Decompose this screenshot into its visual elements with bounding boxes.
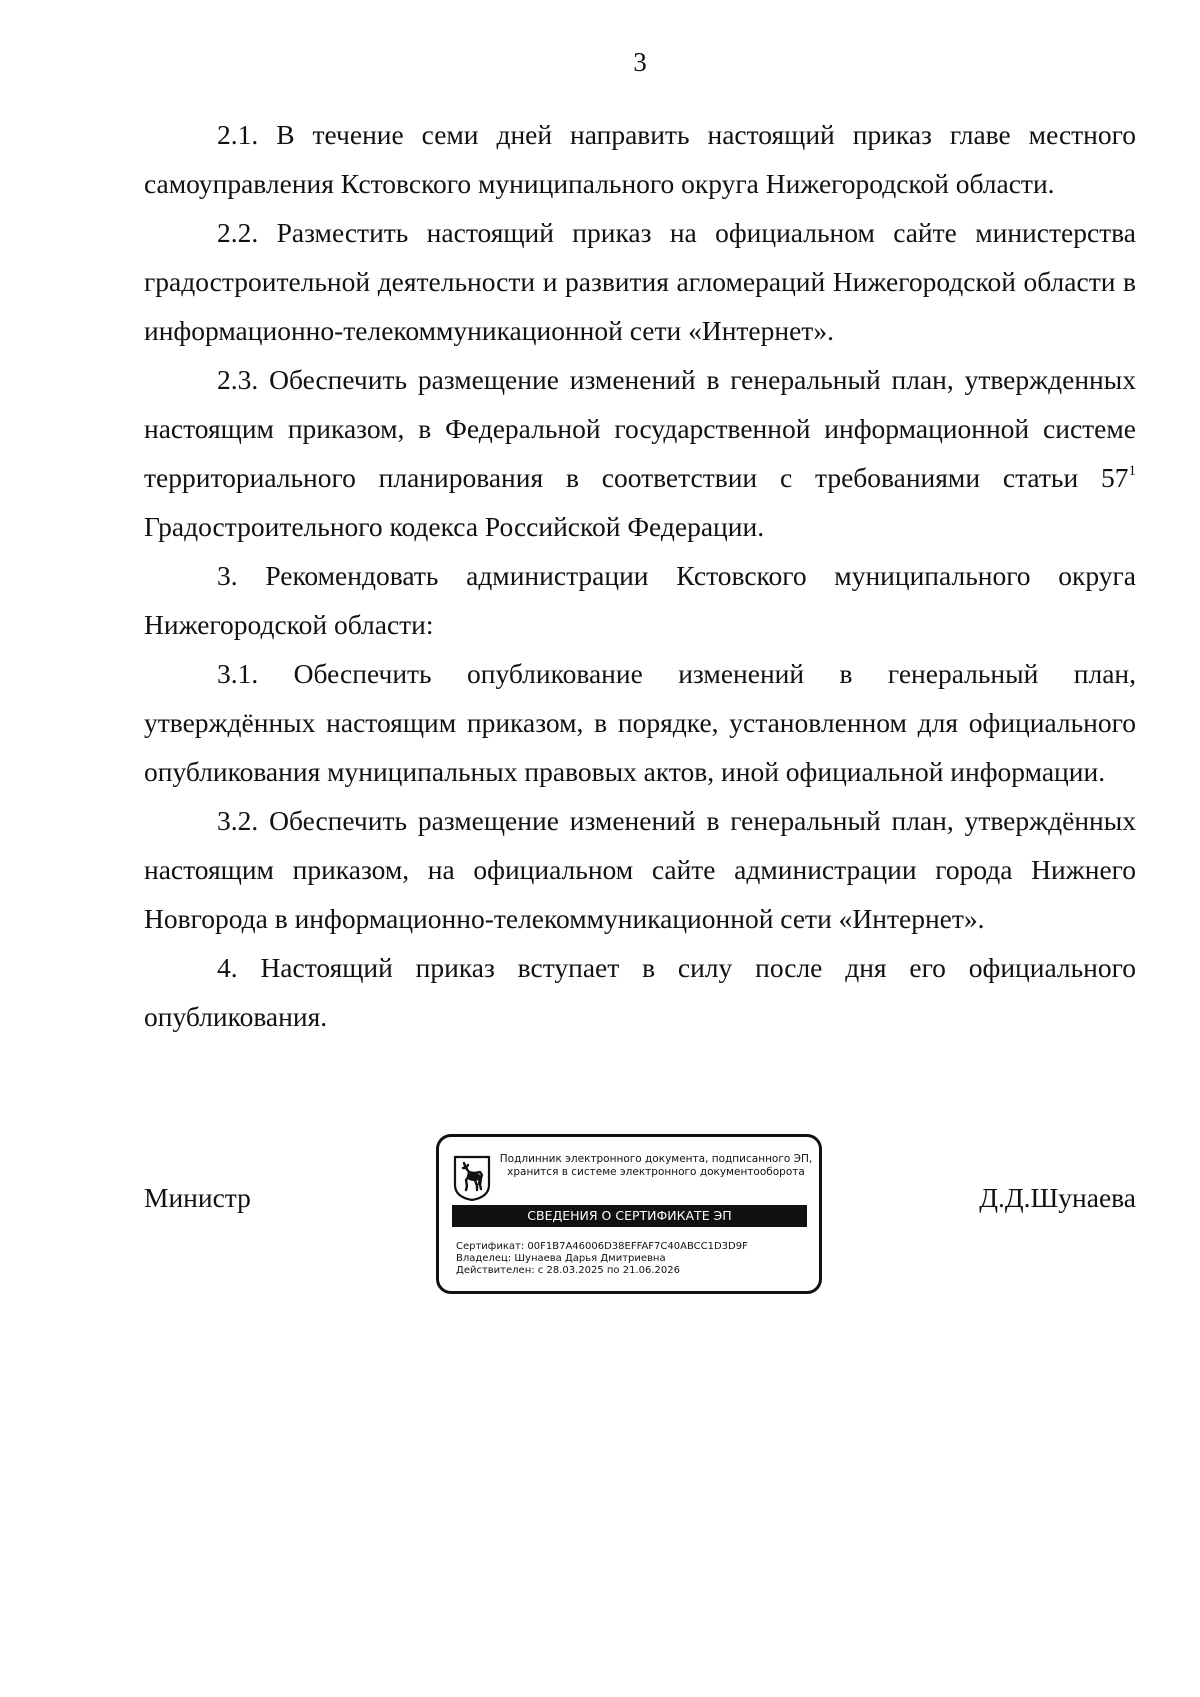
document-body <box>144 110 1136 1041</box>
stamp-header <box>496 1153 816 1179</box>
paragraph-2-3-text-end: Градостроительного кодекса Российской Федерации. <box>144 511 765 542</box>
paragraph-2-3 <box>144 355 1136 551</box>
certificate-number: Сертификат: 00F1B7A46006D38EFFAF7C40ABCC1D3D9F <box>456 1241 748 1252</box>
certificate-info-bar: СВЕДЕНИЯ О СЕРТИФИКАТЕ ЭП <box>452 1205 807 1227</box>
paragraph-2-2: 2.2. Разместить настоящий приказ на официальном сайте министерства градостроительной деятельности и развития агломераций Нижегородской области в информационно-телекоммуникационной сети «Интернет». <box>144 217 1136 346</box>
stamp-header-line-2: хранится в системе электронного документооборота <box>507 1166 805 1178</box>
signatory-title: Министр <box>144 1182 251 1213</box>
electronic-signature-stamp <box>436 1134 822 1294</box>
paragraph-3: 3. Рекомендовать администрации Кстовского муниципального округа Нижегородской области: <box>144 560 1136 640</box>
certificate-owner: Владелец: Шунаева Дарья Дмитриевна <box>456 1253 666 1264</box>
paragraph-3-2: 3.2. Обеспечить размещение изменений в генеральный план, утверждённых настоящим приказом, на официальном сайте администрации города Нижнего Новгорода в информационно-телекоммуникационной сети «Интернет». <box>144 805 1136 934</box>
paragraph-2-3-text: 2.3. Обеспечить размещение изменений в генеральный план, утвержденных настоящим приказом, в Федеральной государственной информационной системе территориального планирования в соответствии с требованиями статьи 57 <box>144 364 1136 493</box>
paragraph-3-1: 3.1. Обеспечить опубликование изменений в генеральный план, утверждённых настоящим приказом, в порядке, установленном для официального опубликования муниципальных правовых актов, иной официальной информации. <box>144 658 1136 787</box>
signatory-name: Д.Д.Шунаева <box>979 1182 1136 1213</box>
certificate-validity: Действителен: с 28.03.2025 по 21.06.2026 <box>456 1265 680 1276</box>
nizhny-novgorod-deer-emblem-icon <box>453 1155 491 1201</box>
paragraph-4: 4. Настоящий приказ вступает в силу после дня его официального опубликования. <box>144 952 1136 1032</box>
certificate-details <box>456 1241 811 1277</box>
article-superscript: 1 <box>1128 463 1136 479</box>
paragraph-2-1: 2.1. В течение семи дней направить настоящий приказ главе местного самоуправления Кстовского муниципального округа Нижегородской области. <box>144 119 1136 199</box>
page-number: 3 <box>633 47 647 77</box>
stamp-header-line-1: Подлинник электронного документа, подписанного ЭП, <box>499 1153 813 1165</box>
